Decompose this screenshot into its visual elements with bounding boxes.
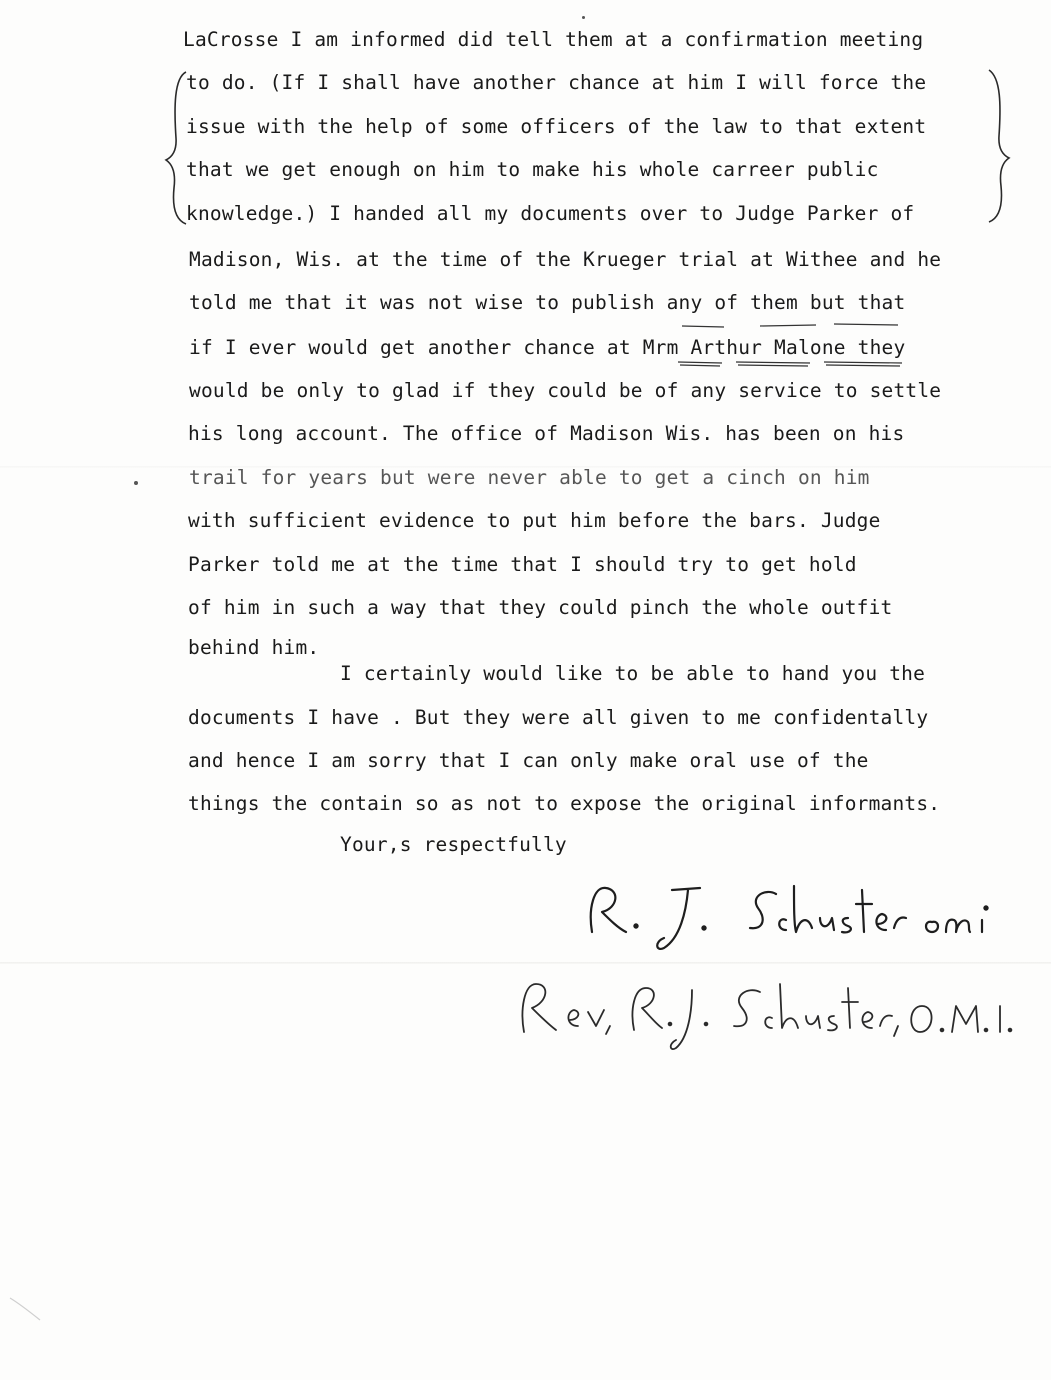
handwritten-signature <box>580 868 1040 968</box>
body-line: trail for years but were never able to get a cinch on him <box>189 466 870 489</box>
body-line: Madison, Wis. at the time of the Krueger trial at Withee and he <box>189 248 942 271</box>
body-line: if I ever would get another chance at Mrm Arthur Malone they <box>189 336 906 359</box>
body-line: LaCrosse I am informed did tell them at a confirmation meeting <box>183 28 924 51</box>
body-line: with sufficient evidence to put him before the bars. Judge <box>188 509 881 532</box>
body-line: Parker told me at the time that I should try to get hold <box>188 553 857 576</box>
body-line: to do. (If I shall have another chance at him I will force the <box>186 71 927 94</box>
paper-speck <box>134 481 138 485</box>
right-bracket-mark <box>985 66 1015 226</box>
body-line: behind him. <box>188 636 320 659</box>
name-underline-mark <box>676 322 906 368</box>
body-line: I certainly would like to be able to hand you the <box>340 662 926 685</box>
body-line: would be only to glad if they could be of any service to settle <box>189 379 942 402</box>
body-line: things the contain so as not to expose the original informants. <box>188 792 941 815</box>
body-line: and hence I am sorry that I can only make oral use of the <box>188 749 869 772</box>
closing-salutation: Your,s respectfully <box>340 833 567 856</box>
left-bracket-mark <box>160 68 190 228</box>
body-line: knowledge.) I handed all my documents over to Judge Parker of <box>186 202 915 225</box>
body-line: documents I have . But they were all given to me confidentally <box>188 706 929 729</box>
body-line: told me that it was not wise to publish any of them but that <box>189 291 906 314</box>
body-line: issue with the help of some officers of the law to that extent <box>186 115 927 138</box>
handwritten-signature-caption <box>510 962 1030 1062</box>
body-line: his long account. The office of Madison Wis. has been on his <box>188 422 905 445</box>
paper-edge-mark <box>0 1290 60 1330</box>
body-line: that we get enough on him to make his whole carreer public <box>186 158 879 181</box>
body-line: of him in such a way that they could pinch the whole outfit <box>188 596 893 619</box>
